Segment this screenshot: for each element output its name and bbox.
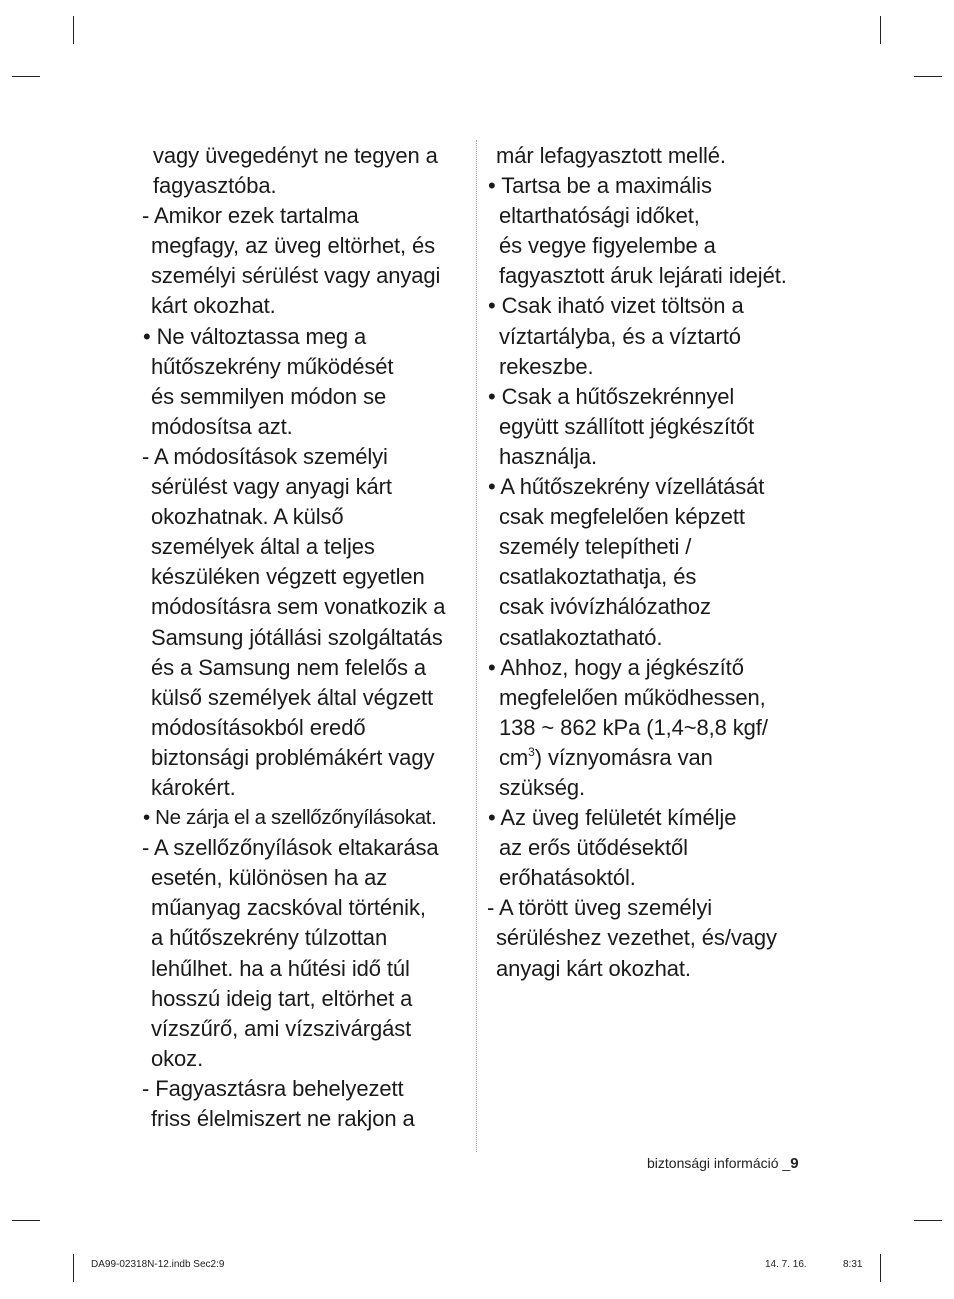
text-line: okoz. <box>151 1045 204 1071</box>
print-slug-date: 14. 7. 16. <box>765 1259 807 1270</box>
text-line: csak megfelelően képzett <box>499 504 745 530</box>
text-line: csak ivóvízhálózathoz <box>499 594 711 620</box>
text-line: fagyasztóba. <box>153 173 277 199</box>
text-line: biztonsági problémákért vagy <box>151 744 435 770</box>
crop-mark <box>73 16 74 44</box>
text-line: módosítsa azt. <box>151 413 293 439</box>
right-text-column <box>487 141 817 984</box>
text-line: hűtőszekrény működését <box>151 353 394 379</box>
text-line: műanyag zacskóval történik, <box>151 895 426 921</box>
print-slug-file: DA99-02318N-12.indb Sec2:9 <box>91 1259 225 1270</box>
text-line: erőhatásoktól. <box>499 865 636 891</box>
text-line: módosításra sem vonatkozik a <box>151 594 446 620</box>
text-line: - A törött üveg személyi <box>487 895 713 921</box>
text-line: - A szellőzőnyílások eltakarása <box>142 835 439 861</box>
text-line: személyek által a teljes <box>151 534 375 560</box>
column-divider <box>476 140 477 1152</box>
text-line: 138 ~ 862 kPa (1,4~8,8 kgf/ <box>499 714 768 740</box>
text-line: - Fagyasztásra behelyezett <box>142 1075 404 1101</box>
text-line: kárt okozhat. <box>151 293 276 319</box>
text-line: készüléken végzett egyetlen <box>151 564 425 590</box>
text-line: csatlakoztathatja, és <box>499 564 697 590</box>
text-line: $cm^3$) víznyomásra van <box>499 744 713 770</box>
dash-paragraph <box>142 833 472 1074</box>
print-slug-time: 8:31 <box>843 1259 863 1270</box>
text-line: személyi sérülést vagy anyagi <box>151 263 441 289</box>
dash-paragraph <box>142 1074 472 1134</box>
bullet-paragraph <box>487 291 817 381</box>
text-line: • Tartsa be a maximális <box>488 173 712 199</box>
text-line: • Ahhoz, hogy a jégkészítő <box>488 654 744 680</box>
text-line: rekeszbe. <box>499 353 594 379</box>
text-line: esetén, különösen ha az <box>151 865 388 891</box>
text-line: • Csak a hűtőszekrénnyel <box>488 383 735 409</box>
page-number: 9 <box>790 1155 799 1172</box>
dash-paragraph <box>487 893 817 983</box>
section-label: biztonsági információ _ <box>647 1155 791 1171</box>
text-line: eltarthatósági időket, <box>499 203 700 229</box>
text-paragraph <box>487 141 817 171</box>
bullet-paragraph <box>487 653 817 803</box>
crop-mark <box>914 76 942 77</box>
text-line: szükség. <box>499 774 586 800</box>
text-line: • Ne zárja el a szellőzőnyílásokat. <box>143 806 437 830</box>
text-line: használja. <box>499 443 598 469</box>
text-line: okozhatnak. A külső <box>151 504 344 530</box>
bullet-paragraph <box>142 803 472 833</box>
text-line: sérülést vagy anyagi kárt <box>151 474 392 500</box>
text-line: külső személyek által végzett <box>151 684 434 710</box>
text-line: személy telepítheti / <box>499 534 692 560</box>
text-line: megfelelően működhessen, <box>499 684 766 710</box>
text-line: Samsung jótállási szolgáltatás <box>151 624 443 650</box>
text-line: fagyasztott áruk lejárati idejét. <box>499 263 787 289</box>
crop-mark <box>880 16 881 44</box>
bullet-paragraph <box>142 322 472 442</box>
dash-paragraph <box>142 201 472 321</box>
text-paragraph <box>142 141 472 201</box>
text-line: módosításokból eredő <box>151 714 366 740</box>
bullet-paragraph <box>487 171 817 291</box>
text-line: víztartályba, és a víztartó <box>499 323 741 349</box>
crop-mark <box>880 1254 881 1282</box>
text-line: • Ne változtassa meg a <box>143 323 367 349</box>
crop-mark <box>12 76 40 77</box>
text-line: és semmilyen módon se <box>151 383 387 409</box>
text-line: hosszú ideig tart, eltörhet a <box>151 985 413 1011</box>
text-line: már lefagyasztott mellé. <box>496 143 726 168</box>
text-line: és vegye figyelembe a <box>499 233 716 259</box>
text-line: és a Samsung nem felelős a <box>151 654 426 680</box>
crop-mark <box>914 1220 942 1221</box>
dash-paragraph <box>142 442 472 803</box>
left-text-column <box>142 141 472 1134</box>
text-line: vízszűrő, ami vízszivárgást <box>151 1015 412 1041</box>
text-line: az erős ütődésektől <box>499 835 688 861</box>
text-line: megfagy, az üveg eltörhet, és <box>151 233 436 259</box>
crop-mark <box>12 1220 40 1221</box>
text-line: sérüléshez vezethet, és/vagy <box>496 925 777 951</box>
bullet-paragraph <box>487 472 817 653</box>
bullet-paragraph <box>487 803 817 893</box>
text-line: együtt szállított jégkészítőt <box>499 413 755 439</box>
text-line: • Csak iható vizet töltsön a <box>488 293 744 319</box>
page-footer <box>647 1155 799 1172</box>
crop-mark <box>73 1254 74 1282</box>
text-line: anyagi kárt okozhat. <box>496 955 691 981</box>
text-line: csatlakoztatható. <box>499 624 663 650</box>
bullet-paragraph <box>487 382 817 472</box>
text-line: friss élelmiszert ne rakjon a <box>151 1106 415 1131</box>
text-line: lehűlhet. ha a hűtési idő túl <box>151 955 410 981</box>
text-line: - A módosítások személyi <box>142 443 388 469</box>
text-line: károkért. <box>151 774 236 800</box>
text-line: a hűtőszekrény túlzottan <box>151 925 388 951</box>
text-line: • Az üveg felületét kímélje <box>488 805 737 831</box>
text-line: - Amikor ezek tartalma <box>142 203 359 229</box>
text-line: vagy üvegedényt ne tegyen a <box>153 143 438 168</box>
text-line: • A hűtőszekrény vízellátását <box>488 474 765 500</box>
